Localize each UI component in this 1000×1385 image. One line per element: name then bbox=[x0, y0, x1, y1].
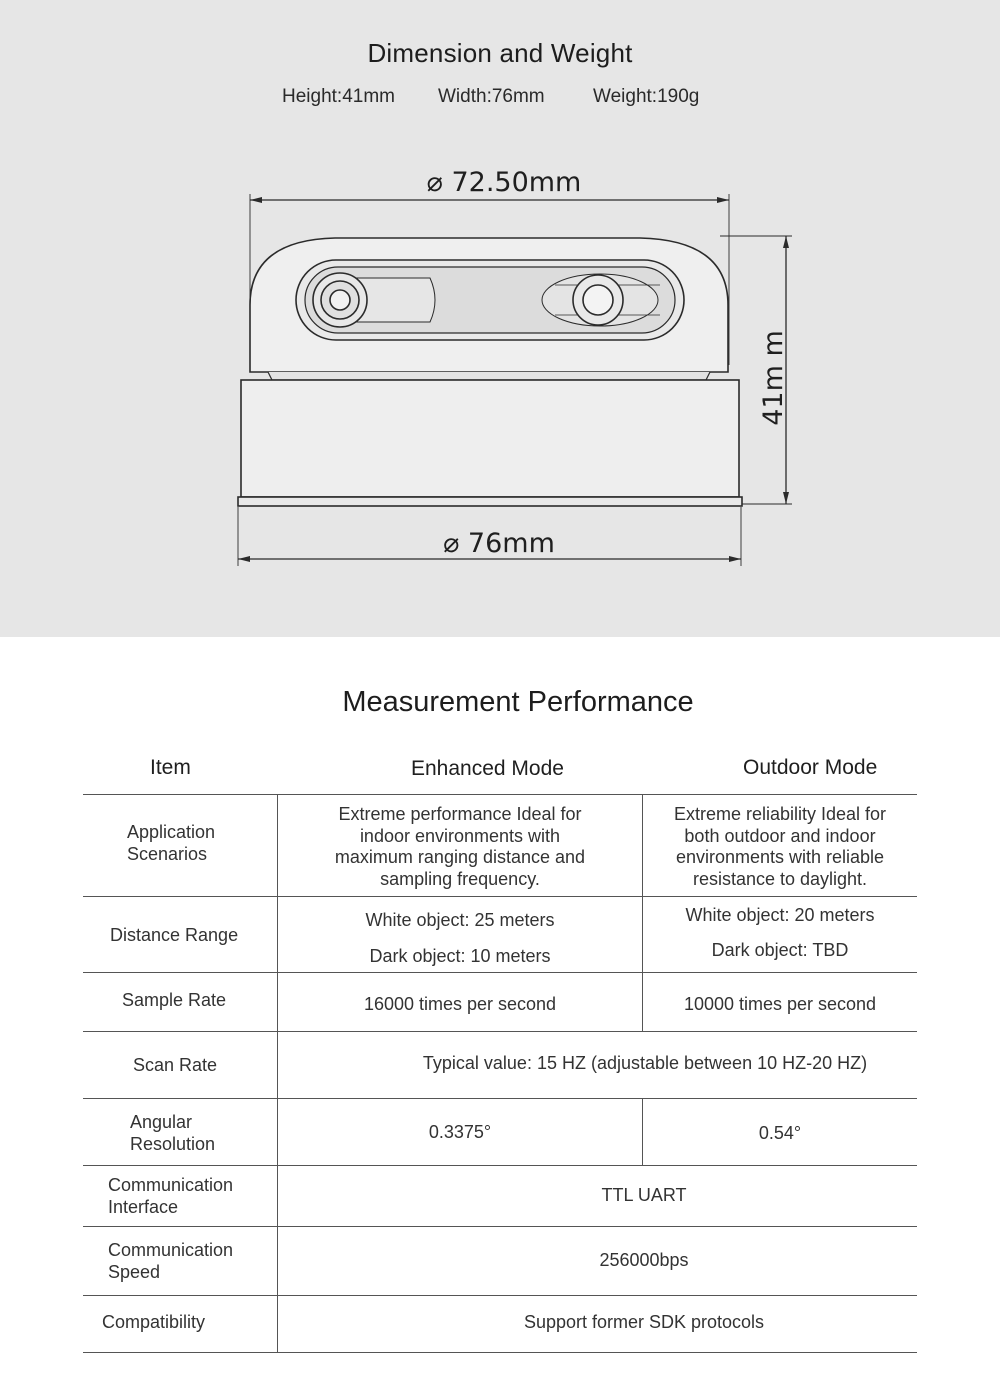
row-label-compatibility: Compatibility bbox=[102, 1312, 206, 1332]
row-label-scan-rate: Scan Rate bbox=[133, 1055, 218, 1075]
table-rule bbox=[83, 1295, 917, 1296]
compatibility-value: Support former SDK protocols bbox=[523, 1312, 765, 1333]
distance-outdoor-dark: Dark object: TBD bbox=[711, 940, 849, 961]
application-outdoor: Extreme reliability Ideal for both outdoor and indoor environments with reliable resistance to daylight. bbox=[673, 804, 887, 889]
distance-outdoor-white: White object: 20 meters bbox=[685, 905, 875, 926]
performance-title: Measurement Performance bbox=[342, 686, 694, 718]
table-rule bbox=[83, 972, 917, 973]
scan-rate-value: Typical value: 15 HZ (adjustable between 10 HZ-20 HZ) bbox=[422, 1053, 868, 1074]
dimension-title: Dimension and Weight bbox=[367, 38, 633, 68]
header-enhanced-mode: Enhanced Mode bbox=[411, 757, 564, 780]
application-enhanced: Extreme performance Ideal for indoor environments with maximum ranging distance and sampling frequency. bbox=[334, 804, 586, 889]
top-diameter-label: ⌀ 72.50mm bbox=[426, 167, 582, 198]
table-rule bbox=[83, 1226, 917, 1227]
lidar-dimension-drawing bbox=[0, 0, 1000, 637]
bottom-diameter-label: ⌀ 76mm bbox=[443, 528, 555, 559]
table-rule bbox=[83, 1031, 917, 1032]
row-label-application: Application Scenarios bbox=[127, 822, 216, 864]
height-spec: Height:41mm bbox=[282, 86, 395, 107]
header-item: Item bbox=[150, 756, 191, 779]
distance-enhanced-dark: Dark object: 10 meters bbox=[369, 946, 551, 967]
sample-rate-outdoor: 10000 times per second bbox=[683, 994, 877, 1015]
row-label-interface: Communication Interface bbox=[108, 1175, 234, 1217]
sample-rate-enhanced: 16000 times per second bbox=[363, 994, 557, 1015]
row-label-speed: Communication Speed bbox=[108, 1240, 234, 1282]
width-spec: Width:76mm bbox=[438, 86, 545, 107]
header-outdoor-mode: Outdoor Mode bbox=[743, 756, 878, 779]
interface-value: TTL UART bbox=[601, 1185, 687, 1206]
table-rule bbox=[83, 1352, 917, 1353]
table-rule bbox=[83, 1098, 917, 1099]
row-label-angular: Angular Resolution bbox=[130, 1112, 216, 1154]
device-outline bbox=[238, 238, 742, 506]
height-label: 41m m bbox=[758, 330, 789, 426]
row-label-sample-rate: Sample Rate bbox=[122, 990, 227, 1010]
angular-outdoor: 0.54° bbox=[758, 1123, 802, 1144]
distance-enhanced-white: White object: 25 meters bbox=[365, 910, 555, 931]
table-rule bbox=[83, 1165, 917, 1166]
table-rule bbox=[83, 896, 917, 897]
speed-value: 256000bps bbox=[599, 1250, 689, 1271]
row-label-distance: Distance Range bbox=[110, 925, 239, 945]
table-rule bbox=[83, 794, 917, 795]
weight-spec: Weight:190g bbox=[593, 86, 700, 107]
angular-enhanced: 0.3375° bbox=[428, 1122, 492, 1143]
